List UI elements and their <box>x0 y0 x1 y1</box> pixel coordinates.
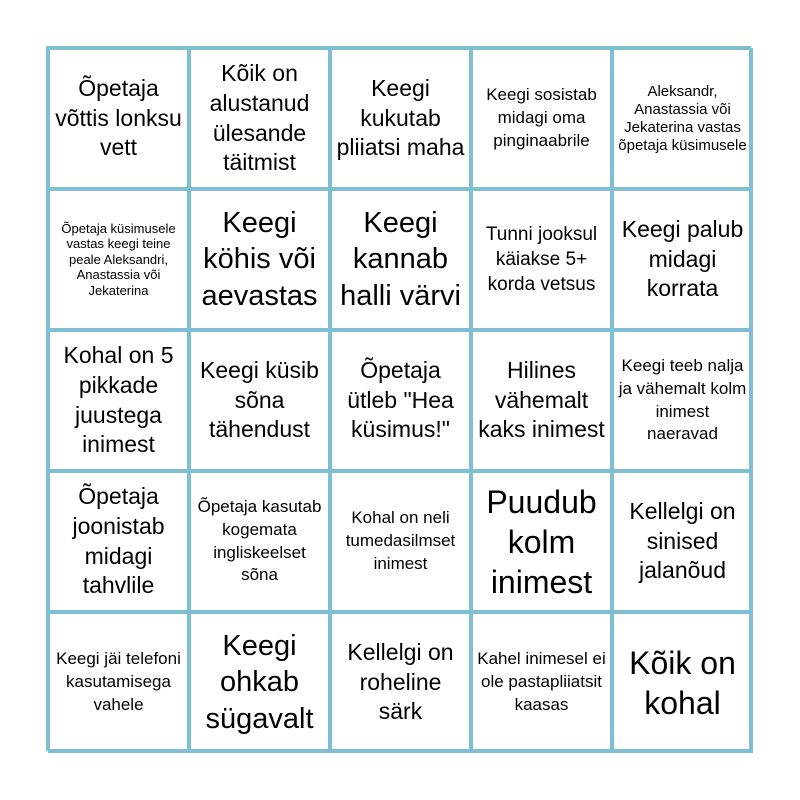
bingo-cell-r2c1[interactable] <box>48 189 189 330</box>
bingo-cell-text: Kahel inimesel ei ole pastapliiatsit kaasas <box>477 649 606 714</box>
bingo-cell-r5c1[interactable] <box>48 612 189 753</box>
bingo-cell-text: Kellelgi on roheline särk <box>347 638 454 725</box>
bingo-cell-r3c3[interactable] <box>330 330 471 471</box>
bingo-cell-text: Keegi teeb nalja ja vähemalt kolm inimest naeravad <box>618 355 747 444</box>
bingo-cell-text: Kõik on alustanud ülesande täitmist <box>209 59 310 176</box>
bingo-cell-r1c4[interactable] <box>471 48 612 189</box>
bingo-cell-r5c5[interactable] <box>612 612 753 753</box>
bingo-cell-text: Keegi küsib sõna tähendust <box>200 356 319 443</box>
bingo-cell-r1c3[interactable] <box>330 48 471 189</box>
bingo-cell-text: Puudub kolm inimest <box>486 483 597 600</box>
bingo-cell-text: Kohal on neli tumedasilmset inimest <box>345 508 456 573</box>
bingo-cell-r1c2[interactable] <box>189 48 330 189</box>
bingo-cell-r3c2[interactable] <box>189 330 330 471</box>
bingo-cell-r4c3[interactable] <box>330 471 471 612</box>
bingo-cell-r2c4[interactable] <box>471 189 612 330</box>
bingo-cell-text: Keegi palub midagi korrata <box>621 215 744 302</box>
bingo-cell-text: Õpetaja joonistab midagi tahvlile <box>72 482 165 599</box>
bingo-cell-text: Õpetaja kasutab kogemata ingliskeelset sõna <box>197 496 322 585</box>
bingo-cell-text: Keegi kannab halli värvi <box>340 207 461 312</box>
bingo-cell-r2c5[interactable] <box>612 189 753 330</box>
bingo-cell-text: Keegi köhis või aevastas <box>201 207 318 312</box>
bingo-cell-text: Kellelgi on sinised jalanõud <box>629 497 736 584</box>
bingo-cell-r4c4[interactable] <box>471 471 612 612</box>
bingo-cell-r2c2[interactable] <box>189 189 330 330</box>
bingo-cell-text: Keegi kukutab pliiatsi maha <box>336 74 465 161</box>
bingo-cell-r5c4[interactable] <box>471 612 612 753</box>
bingo-cell-text: Hilines vähemalt kaks inimest <box>478 356 605 443</box>
bingo-cell-r3c1[interactable] <box>48 330 189 471</box>
bingo-cell-text: Aleksandr, Anastassia või Jekaterina vastas õpetaja küsimusele <box>618 82 747 154</box>
bingo-cell-r2c3[interactable] <box>330 189 471 330</box>
bingo-cell-r4c1[interactable] <box>48 471 189 612</box>
bingo-cell-text: Kohal on 5 pikkade juustega inimest <box>63 341 174 458</box>
bingo-board <box>46 46 751 751</box>
bingo-cell-r5c2[interactable] <box>189 612 330 753</box>
bingo-cell-text: Õpetaja küsimusele vastas keegi teine peale Aleksandri, Anastassia või Jekaterina <box>61 220 176 298</box>
bingo-cell-text: Keegi sosistab midagi oma pinginaabrile <box>486 85 597 150</box>
bingo-cell-text: Õpetaja võttis lonksu vett <box>55 74 182 161</box>
bingo-cell-r1c1[interactable] <box>48 48 189 189</box>
bingo-cell-text: Keegi jäi telefoni kasutamisega vahele <box>56 649 181 714</box>
bingo-cell-r1c5[interactable] <box>612 48 753 189</box>
bingo-cell-r4c2[interactable] <box>189 471 330 612</box>
bingo-cell-text: Keegi ohkab sügavalt <box>205 630 314 735</box>
bingo-cell-r5c3[interactable] <box>330 612 471 753</box>
bingo-cell-r4c5[interactable] <box>612 471 753 612</box>
bingo-cell-text: Tunni jooksul käiakse 5+ korda vetsus <box>485 223 598 296</box>
bingo-cell-r3c4[interactable] <box>471 330 612 471</box>
bingo-cell-text: Õpetaja ütleb "Hea küsimus!" <box>347 356 454 443</box>
bingo-cell-text: Kõik on kohal <box>629 644 736 721</box>
bingo-cell-r3c5[interactable] <box>612 330 753 471</box>
